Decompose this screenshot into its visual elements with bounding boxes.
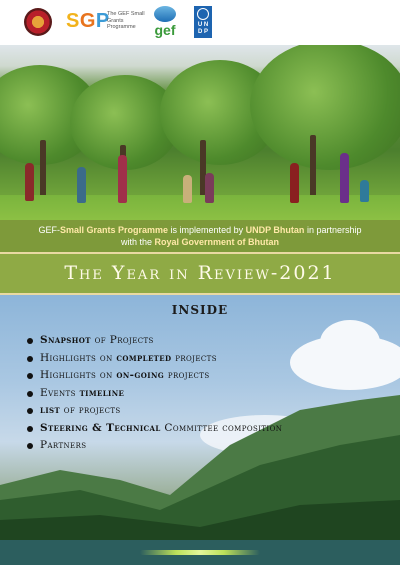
page-title: The Year in Review-2021 bbox=[64, 262, 336, 284]
orchard-photo bbox=[0, 45, 400, 220]
list-item: Partners bbox=[27, 437, 297, 455]
sgp-logo-subtitle: The GEF Small Grants Programme bbox=[107, 11, 145, 30]
un-globe-icon bbox=[197, 8, 209, 20]
globe-icon bbox=[154, 6, 176, 22]
implementation-statement: GEF-Small Grants Programme is implemented by UNDP Bhutan in partnership with the Royal Government of Bhutan bbox=[0, 220, 400, 252]
logo-header bbox=[0, 0, 400, 45]
list-item: Events timeline bbox=[27, 385, 297, 403]
contents-section bbox=[0, 295, 400, 540]
footer-bar bbox=[0, 540, 400, 565]
list-item: Highlights on on-going projects bbox=[27, 367, 297, 385]
undp-logo bbox=[194, 6, 212, 38]
decorative-ornament-icon bbox=[140, 550, 260, 555]
gef-logo-text: gef bbox=[154, 22, 176, 38]
title-banner bbox=[0, 252, 400, 295]
royal-government-emblem-icon bbox=[24, 8, 52, 36]
gef-logo bbox=[150, 6, 180, 40]
sgp-logo: SGP bbox=[66, 10, 110, 32]
undp-logo-text: U N D P bbox=[197, 22, 209, 35]
list-item: Snapshot of Projects bbox=[27, 332, 297, 350]
list-item: list of projects bbox=[27, 402, 297, 420]
contents-list bbox=[27, 332, 297, 455]
list-item: Highlights on completed projects bbox=[27, 350, 297, 368]
contents-heading: INSIDE bbox=[171, 303, 229, 317]
list-item: Steering & Technical Committee composition bbox=[27, 420, 297, 438]
